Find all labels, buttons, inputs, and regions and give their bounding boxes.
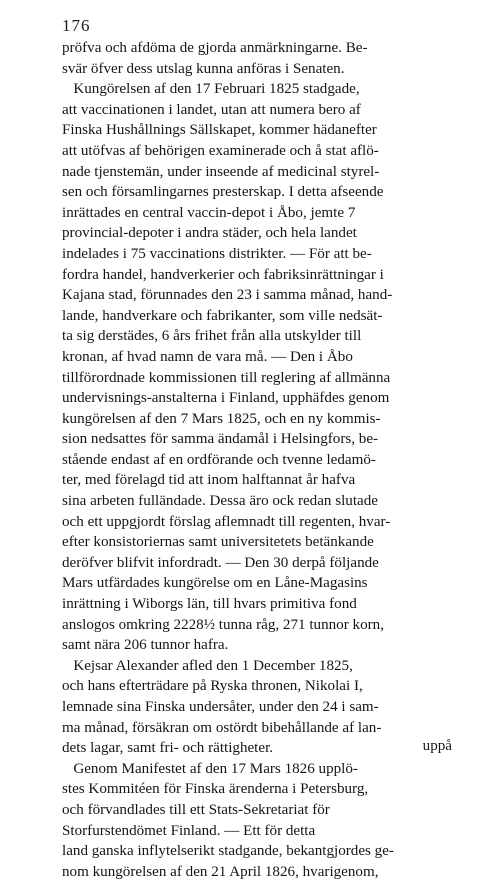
text-line: och ett uppgjordt förslag aflemnadt till regenten, hvar- xyxy=(62,513,391,530)
text-line: nom kungörelsen af den 21 April 1826, hvarigenom, xyxy=(62,863,379,880)
text-line: ta sig derstädes, 6 års frihet från alla utskylder till xyxy=(62,328,362,345)
page-number: 176 xyxy=(62,16,91,35)
text-line: sion nedsattes för samma ändamål i Helsingfors, be- xyxy=(62,431,379,448)
text-line: kungörelsen af den 7 Mars 1825, och en ny kommis- xyxy=(62,410,381,427)
text-line: att utöfvas af behörigen examinerade och å stat aflö- xyxy=(62,142,379,159)
text-line: pröfva och afdöma de gjorda anmärkningarne. Be- xyxy=(62,40,368,56)
text-line: Kejsar Alexander afled den 1 December 1825, xyxy=(62,657,353,674)
text-line: undervisnings-anstalterna i Finland, upphäfdes genom xyxy=(62,390,390,407)
text-line: tillförordnade kommissionen till reglering af allmänna xyxy=(62,369,391,386)
text-line: att vaccinationen i landet, utan att numera bero af xyxy=(62,101,361,118)
text-line: Kajana stad, förunnades den 23 i samma månad, hand- xyxy=(62,287,393,304)
text-line: nade tjenstemän, under inseende af medicinal styrel- xyxy=(62,163,380,180)
text-line: land ganska inflytelserikt stadgande, bekantgjordes ge- xyxy=(62,843,394,860)
text-line: dets lagar, samt fri- och rättigheter. xyxy=(62,740,274,757)
text-line: Finska Hushållnings Sällskapet, kommer hädanefter xyxy=(62,122,377,139)
text-line: sina arbeten fulländade. Dessa äro ock redan slutade xyxy=(62,493,378,510)
text-line: och hans efterträdare på Ryska thronen, Nikolai I, xyxy=(62,678,363,695)
text-line: efter konsistoriernas samt universitetets betänkande xyxy=(62,534,374,551)
text-line: ma månad, försäkran om ostördt bibehållande af lan- xyxy=(62,719,382,736)
text-line: lande, handverkare och fabrikanter, som ville nedsät- xyxy=(62,307,383,324)
text-line: Mars utfärdades kungörelse om en Låne-Magasins xyxy=(62,575,368,592)
text-line: stående endast af en ordförande och tvenne ledamö- xyxy=(62,451,376,468)
text-line: fordra handel, handverkerier och fabriksinrättningar i xyxy=(62,266,384,283)
text-line: inrättning i Wiborgs län, till hvars primitiva fond xyxy=(62,596,357,613)
text-line: och förvandlades till ett Stats-Sekretariat för xyxy=(62,801,330,818)
text-line: kronan, af hvad namn de vara må. — Den i Åbo xyxy=(62,348,353,365)
text-line: indelades i 75 vaccinations distrikter. — För att be- xyxy=(62,245,372,262)
text-line: sen och församlingarnes presterskap. I detta afseende xyxy=(62,184,384,201)
text-line: deröfver blifvit infordradt. — Den 30 derpå följande xyxy=(62,554,379,571)
text-line: Genom Manifestet af den 17 Mars 1826 upplö- xyxy=(62,760,358,777)
text-line: samt nära 206 tunnor hafra. xyxy=(62,637,229,654)
text-line: anslogos omkring 2228½ tunna råg, 271 tunnor korn, xyxy=(62,616,384,633)
catchword: uppå xyxy=(422,738,452,754)
text-line: provincial-depoter i andra städer, och hela landet xyxy=(62,225,357,242)
text-line: Storfurstendömet Finland. — Ett för detta xyxy=(62,822,316,839)
text-line: svär öfver dess utslag kunna anföras i Senaten. xyxy=(62,60,345,77)
text-line: lemnade sina Finska undersåter, under den 24 i sam- xyxy=(62,699,379,715)
text-line: Kungörelsen af den 17 Februari 1825 stadgade, xyxy=(62,81,360,98)
text-line: inrättades en central vaccin-depot i Åbo, jemte 7 xyxy=(62,204,356,221)
text-line: ter, med förelagd tid att inom halftannat år hafva xyxy=(62,472,356,489)
text-line: stes Kommitéen för Finska ärenderna i Petersburg, xyxy=(62,781,369,798)
body-text xyxy=(62,38,472,882)
